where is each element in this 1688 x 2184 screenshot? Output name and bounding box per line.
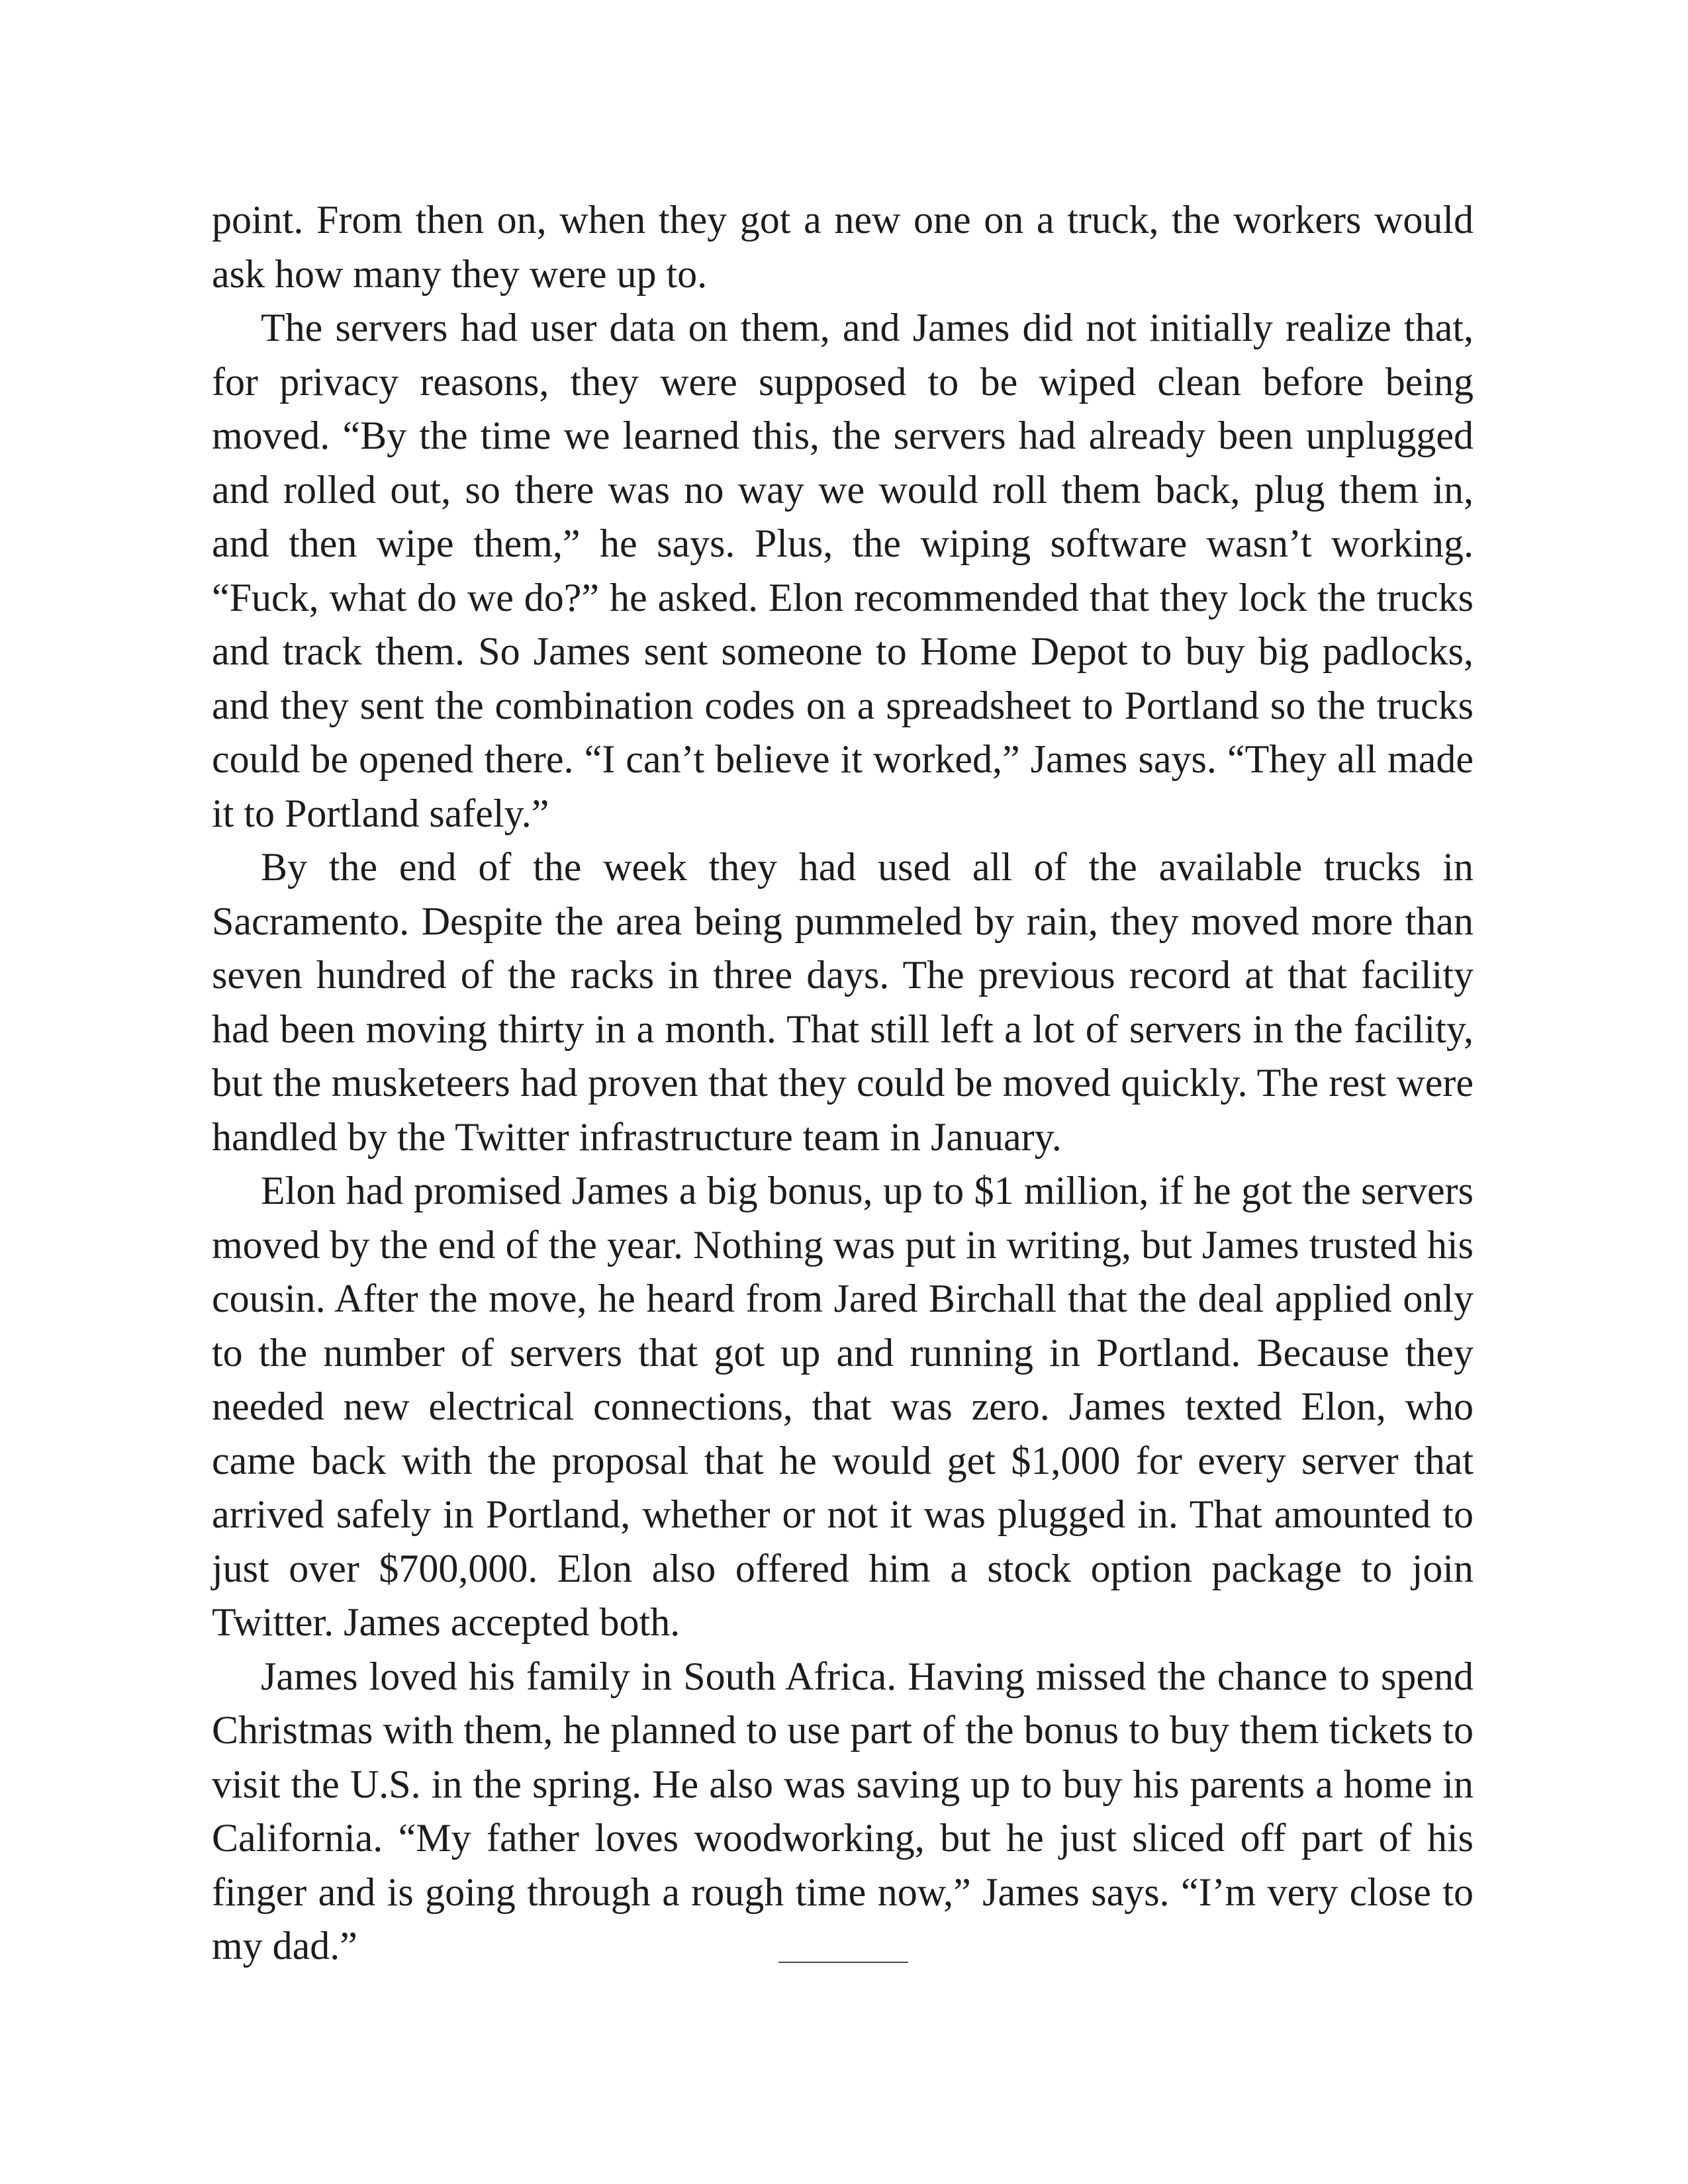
paragraph-continued: point. From then on, when they got a new one on a truck, the workers would ask how many they were up to. — [212, 198, 1474, 296]
body-text — [212, 193, 1474, 1974]
paragraph-bonus: Elon had promised James a big bonus, up to $1 million, if he got the servers moved by the end of the year. Nothing was put in writing, but James trusted his cousin. After the move, he heard from Jared Birchall that the deal applied only to the number of servers that got up and running in Portland. Because they needed new electrical connections, that was zero. James texted Elon, who came back with the proposal that he would get $1,000 for every server that arrived safely in Portland, whether or not it was plugged in. That amounted to just over $700,000. Elon also offered him a stock option package to join Twitter. James accepted both. — [212, 1169, 1474, 1644]
section-break-rule — [778, 1962, 908, 1963]
paragraph-sacramento-trucks: By the end of the week they had used all of the available trucks in Sacramento. Despite the area being pummeled by rain, they moved more than seven hundred of the racks in three days. The previous record at that facility had been moving thirty in a month. That still left a lot of servers in the facility, but the musketeers had proven that they could be moved quickly. The rest were handled by the Twitter infrastructure team in January. — [212, 845, 1474, 1159]
paragraph-server-wiping: The servers had user data on them, and James did not initially realize that, for privacy reasons, they were supposed to be wiped clean before being moved. “By the time we learned this, the servers had already been unplugged and rolled out, so there was no way we would roll them back, plug them in, and then wipe them,” he says. Plus, the wiping software wasn’t working. “Fuck, what do we do?” he asked. Elon recommended that they lock the trucks and track them. So James sent someone to Home Depot to buy big padlocks, and they sent the combination codes on a spreadsheet to Portland so the trucks could be opened there. “I can’t believe it worked,” James says. “They all made it to Portland safely.” — [212, 306, 1474, 835]
paragraph-family: James loved his family in South Africa. Having missed the chance to spend Christmas with them, he planned to use part of the bonus to buy them tickets to visit the U.S. in the spring. He also was saving up to buy his parents a home in California. “My father loves woodworking, but he just sliced off part of his finger and is going through a rough time now,” James says. “I’m very close to my dad.” — [212, 1654, 1474, 1968]
